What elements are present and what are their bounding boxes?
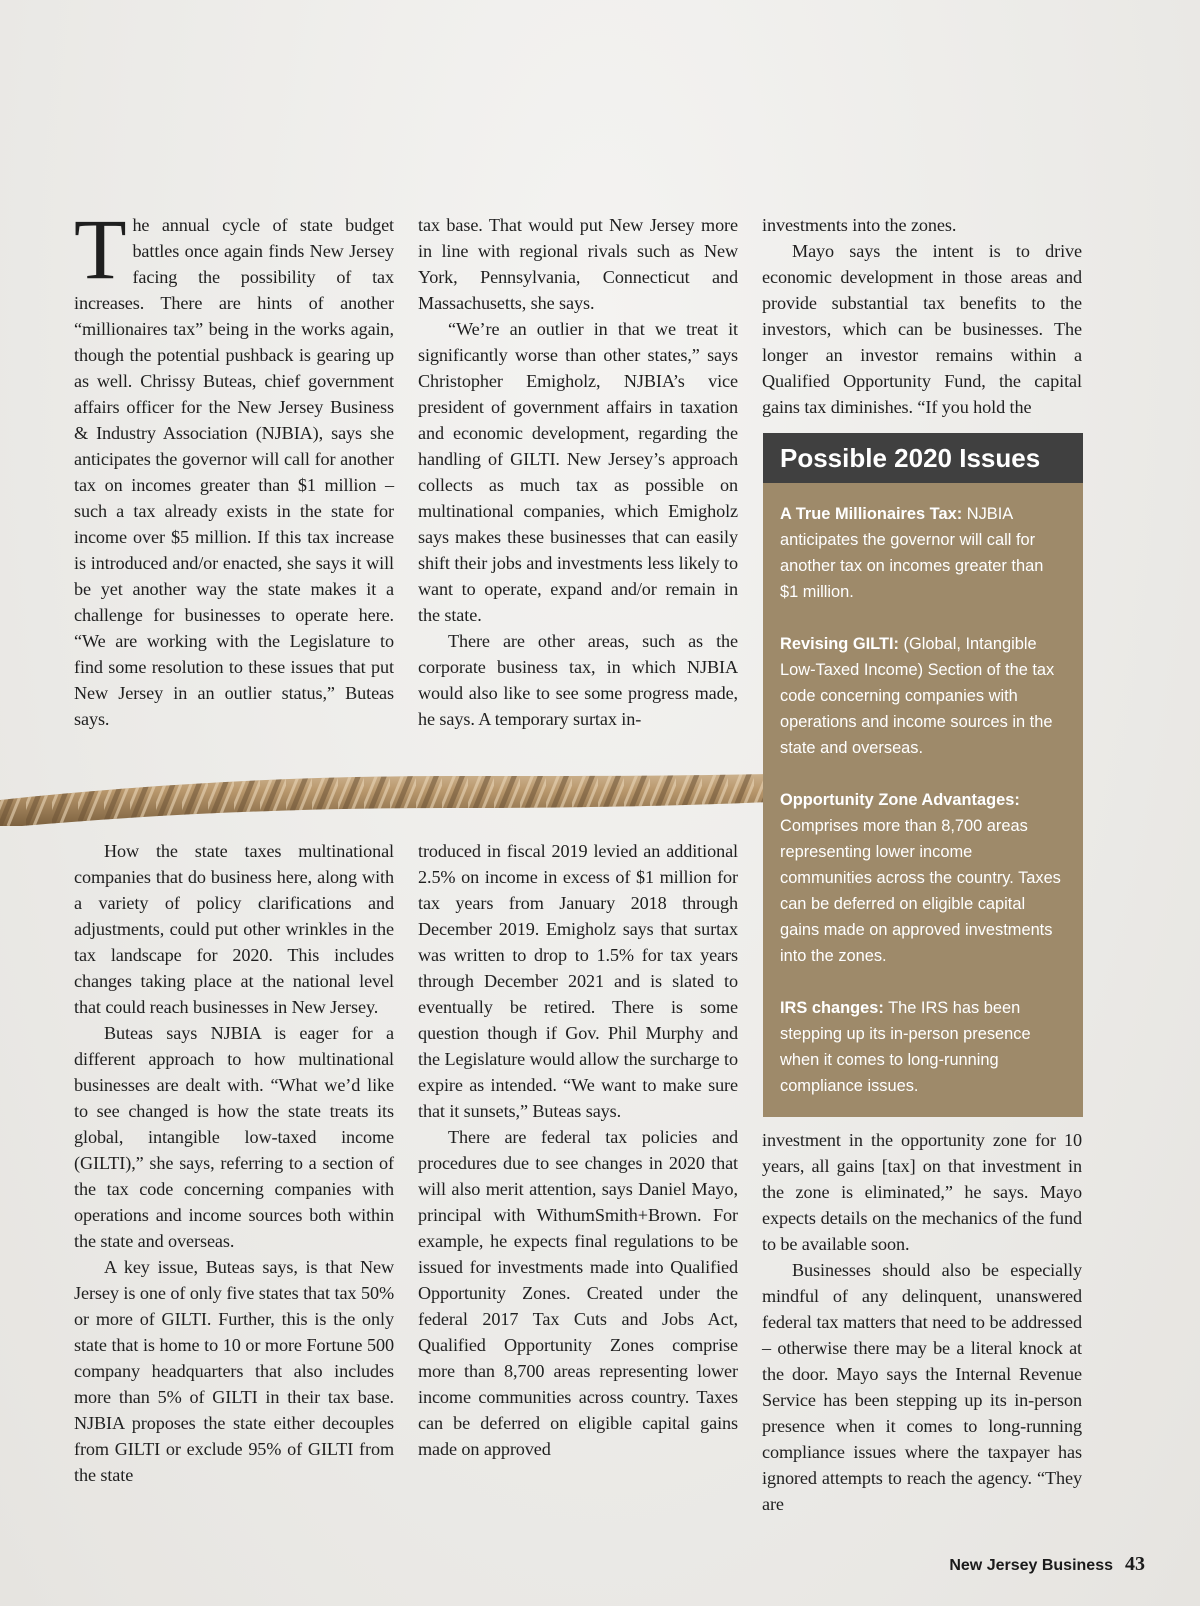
sidebar-item-text: Comprises more than 8,700 areas representing lower income communities across the country. Taxes can be deferred on eligible capital gains made on approved investments into the zones.: [780, 817, 1061, 965]
sidebar-item: [780, 787, 1066, 969]
article-paragraph: investments into the zones.: [762, 215, 957, 235]
sidebar-body: [763, 483, 1083, 1099]
sidebar-item-label: Revising GILTI:: [780, 635, 899, 653]
article-column-5: [418, 838, 738, 1462]
article-paragraph: How the state taxes multinational companies that do business here, along with a variety of policy clarifications and adjustments, could put other wrinkles in the tax landscape for 2020. This includes changes taking place at the national level that could reach businesses in New Jersey.: [74, 841, 394, 1017]
article-paragraph: There are other areas, such as the corporate business tax, in which NJBIA would also like to see some progress made, he says. A temporary surtax in-: [418, 631, 738, 729]
sidebar-item: [780, 995, 1066, 1099]
article-column-2: [418, 212, 738, 732]
article-paragraph: tax base. That would put New Jersey more in line with regional rivals such as New York, Pennsylvania, Connecticut and Massachusetts, she says.: [418, 215, 738, 313]
sidebar-item-label: Opportunity Zone Advantages:: [780, 791, 1020, 809]
article-paragraph: A key issue, Buteas says, is that New Jersey is one of only five states that tax 50% or more of GILTI. Further, this is the only state that is home to 10 or more Fortune 500 company headquarters that also includes more than 5% of GILTI in their tax base. NJBIA proposes the state either decouples from GILTI or exclude 95% of GILTI from the state: [74, 1257, 394, 1485]
sidebar-item-label: A True Millionaires Tax:: [780, 505, 963, 523]
article-column-1: [74, 201, 394, 732]
paragraph-text: he annual cycle of state budget battles once again finds New Jersey facing the possibility of tax increases. There are hints of another “millionaires tax” being in the works again, though the potential pushback is gearing up as well. Chrissy Buteas, chief government affairs officer for the New Jersey Business & Industry Association (NJBIA), says she anticipates the governor will call for another tax on incomes greater than $1 million – such a tax already exists in the state for income over $5 million. If this tax increase is introduced and/or enacted, she says it will be yet another way the state makes it a challenge for businesses to operate here. “We are working with the Legislature to find some resolution to these issues that put New Jersey in an outlier status,” Buteas says.: [74, 215, 394, 729]
article-column-4: [74, 838, 394, 1488]
article-paragraph: Mayo says the intent is to drive economic development in those areas and provide substantial tax benefits to the investors, which can be businesses. The longer an investor remains within a Qualified Opportunity Fund, the capital gains tax diminishes. “If you hold the: [762, 241, 1082, 417]
drop-cap: T: [74, 201, 127, 297]
article-column-3: [762, 212, 1082, 420]
sidebar-item-text: (Global, Intangible Low-Taxed Income) Section of the tax code concerning companies with operations and income sources in the state and overseas.: [780, 635, 1055, 757]
sidebar-title: Possible 2020 Issues: [763, 433, 1083, 483]
article-paragraph: Buteas says NJBIA is eager for a different approach to how multinational businesses are dealt with. “What we’d like to see changed is how the state treats its global, intangible low-taxed income (GILTI),” she says, referring to a section of the tax code concerning companies with operations and income sources both within the state and overseas.: [74, 1023, 394, 1251]
sidebar-item: [780, 501, 1066, 605]
page-number: 43: [1125, 1553, 1145, 1575]
article-paragraph: Businesses should also be especially mindful of any delinquent, unanswered federal tax matters that need to be addressed – otherwise there may be a literal knock at the door. Mayo says the Internal Revenue Service has been stepping up its in-person presence when it comes to long-running compliance issues where the taxpayer has ignored attempts to reach the agency. “They are: [762, 1260, 1082, 1514]
sidebar-item-text: NJBIA anticipates the governor will call for another tax on incomes greater than $1 million.: [780, 505, 1044, 601]
sidebar-box: [763, 433, 1083, 1117]
page-footer: [949, 1553, 1145, 1576]
rope-image: [0, 762, 770, 826]
sidebar-item-label: IRS changes:: [780, 999, 884, 1017]
sidebar-item: [780, 631, 1066, 761]
article-paragraph: [74, 201, 394, 732]
publication-name: New Jersey Business: [949, 1557, 1113, 1574]
article-paragraph: There are federal tax policies and procedures due to see changes in 2020 that will also merit attention, says Daniel Mayo, principal with WithumSmith+Brown. For example, he expects final regulations to be issued for investments made into Qualified Opportunity Zones. Created under the federal 2017 Tax Cuts and Jobs Act, Qualified Opportunity Zones comprise more than 8,700 areas representing lower income communities across country. Taxes can be deferred on eligible capital gains made on approved: [418, 1127, 738, 1459]
article-column-6: [762, 1127, 1082, 1517]
article-paragraph: investment in the opportunity zone for 10 years, all gains [tax] on that investment in the zone is eliminated,” he says. Mayo expects details on the mechanics of the fund to be available soon.: [762, 1130, 1082, 1254]
sidebar-item-text: The IRS has been stepping up its in-person presence when it comes to long-running compliance issues.: [780, 999, 1031, 1095]
article-paragraph: “We’re an outlier in that we treat it significantly worse than other states,” says Christopher Emigholz, NJBIA’s vice president of government affairs in taxation and economic development, regarding the handling of GILTI. New Jersey’s approach collects as much tax as possible on multinational companies, which Emigholz says makes these businesses that can easily shift their jobs and investments less likely to want to operate, expand and/or remain in the state.: [418, 319, 738, 625]
article-paragraph: troduced in fiscal 2019 levied an additional 2.5% on income in excess of $1 million for tax years from January 2018 through December 2019. Emigholz says that surtax was written to drop to 1.5% for tax years through December 2021 and is slated to eventually be retired. There is some question though if Gov. Phil Murphy and the Legislature would allow the surcharge to expire as intended. “We want to make sure that it sunsets,” Buteas says.: [418, 841, 738, 1121]
